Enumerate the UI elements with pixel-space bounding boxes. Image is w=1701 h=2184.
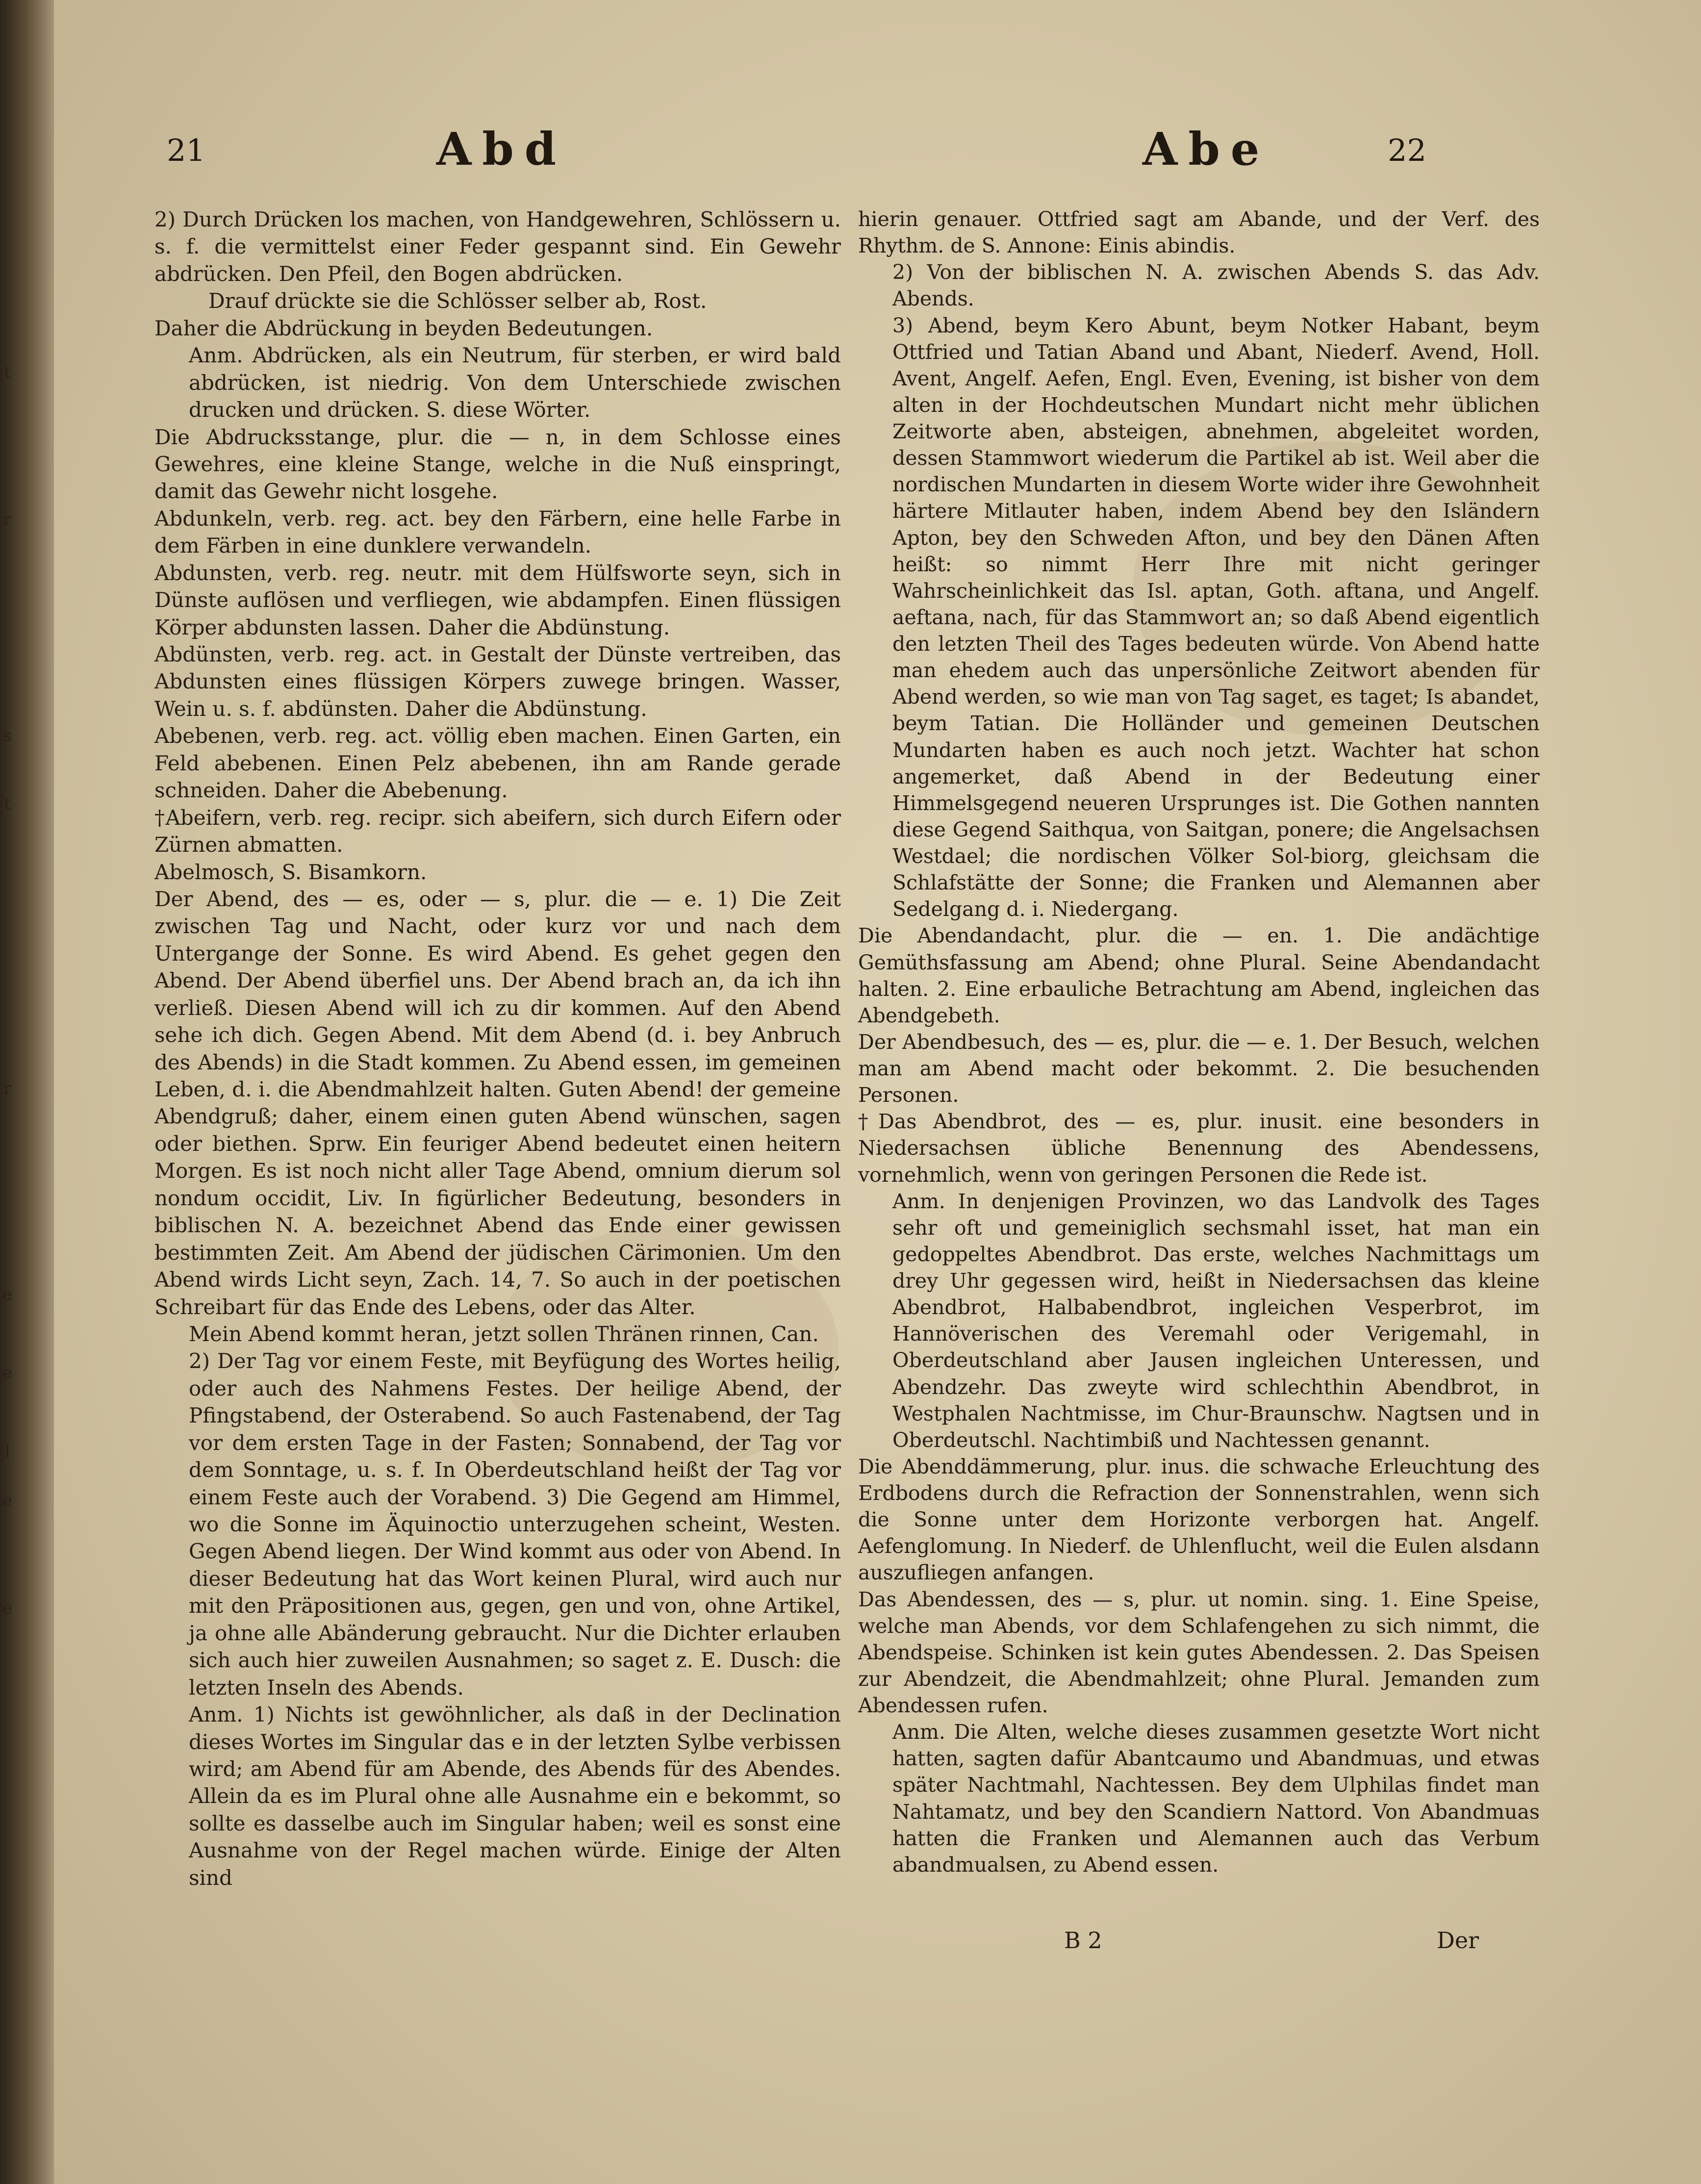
gutter-mark: t [4, 363, 11, 382]
gutter-mark: s [3, 726, 12, 745]
note-paragraph: Anm. Die Alten, welche dieses zusammen gesetzte Wort nicht hatten, sagten dafür Abantcaumo und Abandmuas, und etwas später Nachtmahl, Nachtessen. Bey dem Ulphilas findet man Nahtamatz, und bey den Scandiern Nattord. Von Abandmuas hatten die Franken und Alemannen auch das Verbum abandmualsen, zu Abend essen. [892, 1720, 1540, 1877]
book-gutter [0, 0, 55, 2184]
quotation-line: Drauf drückte sie die Schlösser selber ab, Rost. [208, 289, 707, 313]
entry-paragraph: †Das Abendbrot, des — es, plur. inusit. eine besonders in Niedersachsen übliche Benennung des Abendessens, vornehmlich, wenn von geringen Personen die Rede ist. [858, 1110, 1540, 1187]
right-running-head: Abe [1142, 123, 1270, 176]
entry-paragraph: Daher die Abdrückung in beyden Bedeutungen. [154, 316, 653, 340]
entry-paragraph: Die Abenddämmerung, plur. inus. die schwache Erleuchtung des Erdbodens durch die Refraction der Sonnenstrahlen, wenn sich die Sonne unter dem Horizonte verborgen hat. Angelf. Aefenglomung. In Niederf. de Uhlenflucht, weil die Eulen alsdann auszufliegen anfangen. [858, 1454, 1540, 1585]
entry-paragraph: Der Abend, des — es, oder — s, plur. die — e. 1) Die Zeit zwischen Tag und Nacht, oder kurz vor und nach dem Untergange der Sonne. Es wird Abend. Es gehet gegen den Abend. Der Abend überfiel uns. Der Abend brach an, da ich ihn verließ. Diesen Abend will ich zu dir kommen. Auf den Abend sehe ich dich. Gegen Abend. Mit dem Abend (d. i. bey Anbruch des Abends) in die Stadt kommen. Zu Abend essen, im gemeinen Leben, d. i. die Abendmahlzeit halten. Guten Abend! der gemeine Abendgruß; daher, einem einen guten Abend wünschen, sagen oder biethen. Sprw. Ein feuriger Abend bedeutet einen heitern Morgen. Es ist noch nicht aller Tage Abend, omnium dierum sol nondum occidit, Liv. In figürlicher Bedeutung, besonders in biblischen N. A. bezeichnet Abend das Ende einer gewissen bestimmten Zeit. Am Abend der jüdischen Cärimonien. Um den Abend wirds Licht seyn, Zach. 14, 7. So auch in der poetischen Schreibart für das Ende des Lebens, oder das Alter. [154, 887, 841, 1319]
note-paragraph: Anm. Abdrücken, als ein Neutrum, für sterben, er wird bald abdrücken, ist niedrig. Von dem Unterschiede zwischen drucken und drücken. S. diese Wörter. [189, 343, 841, 422]
entry-paragraph: Die Abdrucksstange, plur. die — n, in dem Schlosse eines Gewehres, eine kleine Stange, welche in die Nuß einspringt, damit das Gewehr nicht losgehe. [154, 425, 841, 504]
signature-mark: B 2 [1064, 1927, 1102, 1954]
book-page [54, 0, 1701, 2184]
gutter-mark: e [2, 1599, 13, 1618]
gutter-mark: r [3, 1079, 12, 1098]
entry-paragraph: Abebenen, verb. reg. act. völlig eben machen. Einen Garten, ein Feld abebenen. Einen Pelz abebenen, ihn am Rande gerade schneiden. Daher die Abebenung. [154, 724, 841, 803]
entry-paragraph: 2) Durch Drücken los machen, von Handgewehren, Schlössern u. s. f. die vermittelst einer Feder gespannt sind. Ein Gewehr abdrücken. Den Pfeil, den Bogen abdrücken. [154, 207, 841, 286]
right-column [858, 206, 1540, 1878]
entry-paragraph: Das Abendessen, des — s, plur. ut nomin. sing. 1. Eine Speise, welche man Abends, vor dem Schlafengehen zu sich nimmt, die Abendspeise. Schinken ist kein gutes Abendessen. 2. Das Speisen zur Abendzeit, die Abendmahlzeit; ohne Plural. Jemanden zum Abendessen rufen. [858, 1587, 1540, 1717]
entry-paragraph: Abdunsten, verb. reg. neutr. mit dem Hülfsworte seyn, sich in Dünste auflösen und verfliegen, wie abdampfen. Einen flüssigen Körper abdunsten lassen. Daher die Abdünstung. [154, 560, 841, 639]
entry-paragraph: Abelmosch, S. Bisamkorn. [154, 860, 427, 884]
note-paragraph: Anm. In denjenigen Provinzen, wo das Landvolk des Tages sehr oft und gemeiniglich sechsmahl isset, hat man ein gedoppeltes Abendbrot. Das erste, welches Nachmittags um drey Uhr gegessen wird, heißt in Niedersachsen das kleine Abendbrot, Halbabendbrot, ingleichen Vesperbrot, im Hannöverischen des Veremahl oder Verigemahl, in Oberdeutschland aber Jausen ingleichen Unteressen, und Abendzehr. Das zweyte wird schlechthin Abendbrot, in Westphalen Nachtmisse, im Chur-Braunschw. Nagtsen und in Oberdeutschl. Nachtimbiß und Nachtessen genannt. [892, 1189, 1540, 1452]
left-page-number: 21 [167, 132, 205, 168]
gutter-mark: e [2, 1491, 13, 1510]
gutter-mark: e [2, 1285, 13, 1304]
entry-paragraph: Der Abendbesuch, des — es, plur. die — e. 1. Der Besuch, welchen man am Abend macht oder bekommt. 2. Die besuchenden Personen. [858, 1030, 1540, 1107]
left-running-head: Abd [436, 123, 567, 176]
catchword: Der [1437, 1927, 1479, 1954]
entry-paragraph: Abdünsten, verb. reg. act. in Gestalt der Dünste vertreiben, das Abdunsten eines flüssigen Körpers zuwege bringen. Wasser, Wein u. s. f. abdünsten. Daher die Abdünstung. [154, 642, 841, 721]
note-paragraph: 3) Abend, beym Kero Abunt, beym Notker Habant, beym Ottfried und Tatian Aband und Abant, Niederf. Avend, Holl. Avent, Angelf. Aefen, Engl. Even, Evening, ist bisher von dem alten in der Hochdeutschen Mundart nicht mehr üblichen Zeitworte aben, absteigen, abnehmen, abgeleitet worden, dessen Stammwort wiederum die Partikel ab ist. Weil aber die nordischen Mundarten in diesem Worte wider ihre Gewohnheit härtere Mitlauter haben, indem Abend bey den Isländern Apton, bey den Schweden Afton, und bey den Dänen Aften heißt: so nimmt Herr Ihre mit nicht geringer Wahrscheinlichkeit das Isl. aptan, Goth. aftana, und Angelf. aeftana, nach, für das Stammwort an; so daß Abend eigentlich den letzten Theil des Tages bedeuten würde. Von Abend hatte man ehedem auch das unpersönliche Zeitwort abenden für Abend werden, so wie man von Tag saget, es taget; Is abandet, beym Tatian. Die Holländer und gemeinen Deutschen Mundarten haben es auch noch jetzt. Wachter hat schon angemerket, daß Abend in der Bedeutung einer Himmelsgegend neueren Ursprunges ist. Die Gothen nannten diese Gegend Saithqua, von Saitgan, ponere; die Angelsachsen Westdael; die nordischen Völker Sol-biorg, gleichsam die Schlafstätte der Sonne; die Franken und Alemannen aber Sedelgang d. i. Niedergang. [892, 313, 1540, 921]
gutter-mark: t [4, 794, 11, 814]
right-page-number: 22 [1388, 132, 1426, 168]
left-column [154, 206, 841, 1891]
quotation-line: Mein Abend kommt heran, jetzt sollen Thränen rinnen, Can. [189, 1321, 819, 1346]
gutter-mark: e [2, 1363, 13, 1383]
gutter-mark: r [3, 510, 12, 530]
entry-paragraph: 2) Der Tag vor einem Feste, mit Beyfügung des Wortes heilig, oder auch des Nahmens Festes. Der heilige Abend, der Pfingstabend, der Osterabend. So auch Fastenabend, der Tag vor dem ersten Tage in der Fasten; Sonnabend, der Tag vor dem Sonntage, u. s. f. In Oberdeutschland heißt der Tag vor einem Feste auch der Vorabend. 3) Die Gegend am Himmel, wo die Sonne im Äquinoctio unterzugehen scheint, Westen. Gegen Abend liegen. Der Wind kommt aus oder von Abend. In dieser Bedeutung hat das Wort keinen Plural, wird auch nur mit den Präpositionen aus, gegen, gen und von, ohne Artikel, ja ohne alle Abänderung gebraucht. Nur die Dichter erlauben sich auch hier zuweilen Ausnahmen; so saget z. E. Dusch: die letzten Inseln des Abends. [189, 1349, 841, 1700]
entry-paragraph: Die Abendandacht, plur. die — en. 1. Die andächtige Gemüthsfassung am Abend; ohne Plural. Seine Abendandacht halten. 2. Eine erbauliche Betrachtung am Abend, ingleichen das Abendgebeth. [858, 924, 1540, 1027]
gutter-mark: l [4, 1442, 10, 1461]
note-paragraph: Anm. 1) Nichts ist gewöhnlicher, als daß in der Declination dieses Wortes im Singular das e in der letzten Sylbe verbissen wird; am Abend für am Abende, des Abends für des Abendes. Allein da es im Plural ohne alle Ausnahme ein e bekommt, so sollte es dasselbe auch im Singular haben; weil es sonst eine Ausnahme von der Regel machen würde. Einige der Alten sind [189, 1702, 841, 1890]
entry-paragraph: hierin genauer. Ottfried sagt am Abande, und der Verf. des Rhythm. de S. Annone: Einis abindis. [858, 207, 1540, 258]
note-paragraph: 2) Von der biblischen N. A. zwischen Abends S. das Adv. Abends. [892, 260, 1540, 311]
entry-paragraph: †Abeifern, verb. reg. recipr. sich abeifern, sich durch Eifern oder Zürnen abmatten. [154, 805, 841, 857]
entry-paragraph: Abdunkeln, verb. reg. act. bey den Färbern, eine helle Farbe in dem Färben in eine dunklere verwandeln. [154, 506, 841, 558]
